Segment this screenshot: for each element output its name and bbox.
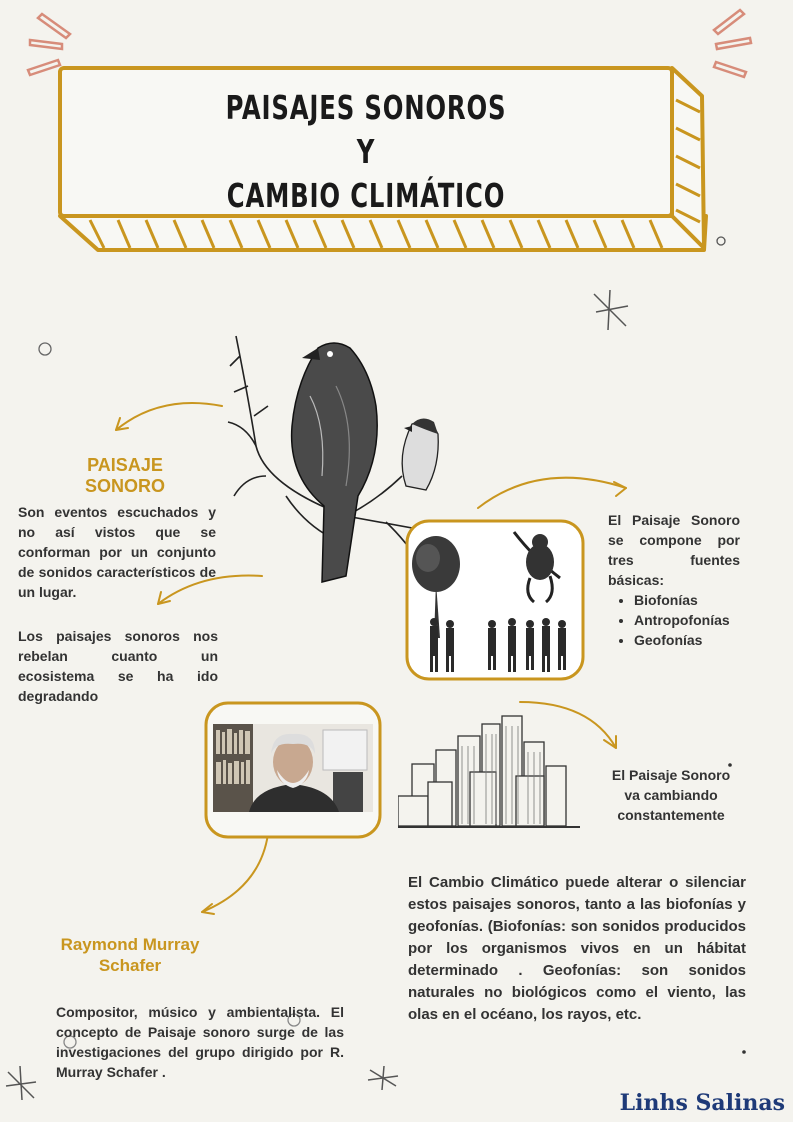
decor-circle-2	[39, 343, 51, 355]
title-line-3: CAMBIO CLIMÁTICO	[226, 176, 506, 215]
paisaje-heading	[60, 455, 190, 497]
sound-sources-frame	[404, 518, 588, 684]
schafer-heading-line-1: Raymond Murray	[60, 935, 200, 954]
large-bird	[292, 343, 378, 582]
schafer-heading	[40, 934, 220, 976]
title-line-2: Y	[356, 132, 376, 171]
paisaje-definition: Son eventos escuchados y no así vistos que se conforman por un conjunto de sonidos característicos de un lugar.	[18, 504, 216, 600]
climate-text: El Cambio Climático puede alterar o silenciar estos paisajes sonoros, tanto a las biofonías y geofonías. (Biofonías: son sonidos producidos por los organismos vivos en un hábitat determinado . Geofonías: son sonidos naturales no biológicos como el viento, las olas en el océano, los rayos, etc.	[408, 874, 746, 1023]
decor-star-1	[594, 290, 628, 330]
schafer-bio: Compositor, músico y ambientalista. El concepto de Paisaje sonoro surge de las investigaciones del grupo dirigido por R. Murray Schafer .	[56, 1004, 344, 1080]
arrow-to-sources	[478, 478, 626, 508]
source-item-geofonias: • Geofonías	[634, 630, 740, 650]
author-signature: Linhs Salinas	[619, 1090, 785, 1116]
changing-block	[596, 765, 746, 825]
decor-star-3	[368, 1066, 398, 1090]
decor-star-2	[6, 1066, 36, 1100]
source-item-antropofonias: • Antropofonías	[634, 610, 740, 630]
changing-line-3: constantemente	[617, 807, 725, 823]
schafer-photo-frame	[203, 700, 383, 840]
sources-list	[608, 590, 740, 650]
paisaje-heading-line-2: SONORO	[84, 476, 165, 496]
spark-top-right	[714, 10, 751, 77]
changing-line-1: El Paisaje Sonoro	[611, 767, 731, 783]
source-item-biofonias: • Biofonías	[634, 590, 740, 610]
sources-block	[608, 510, 740, 650]
page-title	[113, 86, 618, 218]
sources-intro: El Paisaje Sonoro se compone por tres fuentes básicas:	[608, 512, 740, 588]
decor-circle-1	[717, 237, 725, 245]
schafer-heading-line-2: Schafer	[98, 956, 162, 975]
changing-line-2: va cambiando	[624, 787, 718, 803]
title-line-1: PAISAJES SONOROS	[225, 88, 507, 127]
paisaje-heading-line-1: PAISAJE	[87, 455, 163, 475]
city-skyline	[398, 706, 580, 830]
arrow-to-paisaje	[116, 403, 222, 430]
paisaje-degradation: Los paisajes sonoros nos rebelan cuanto un ecosistema se ha ido degradando	[18, 628, 218, 704]
arrow-to-schafer	[202, 834, 268, 912]
small-bird	[402, 418, 438, 490]
